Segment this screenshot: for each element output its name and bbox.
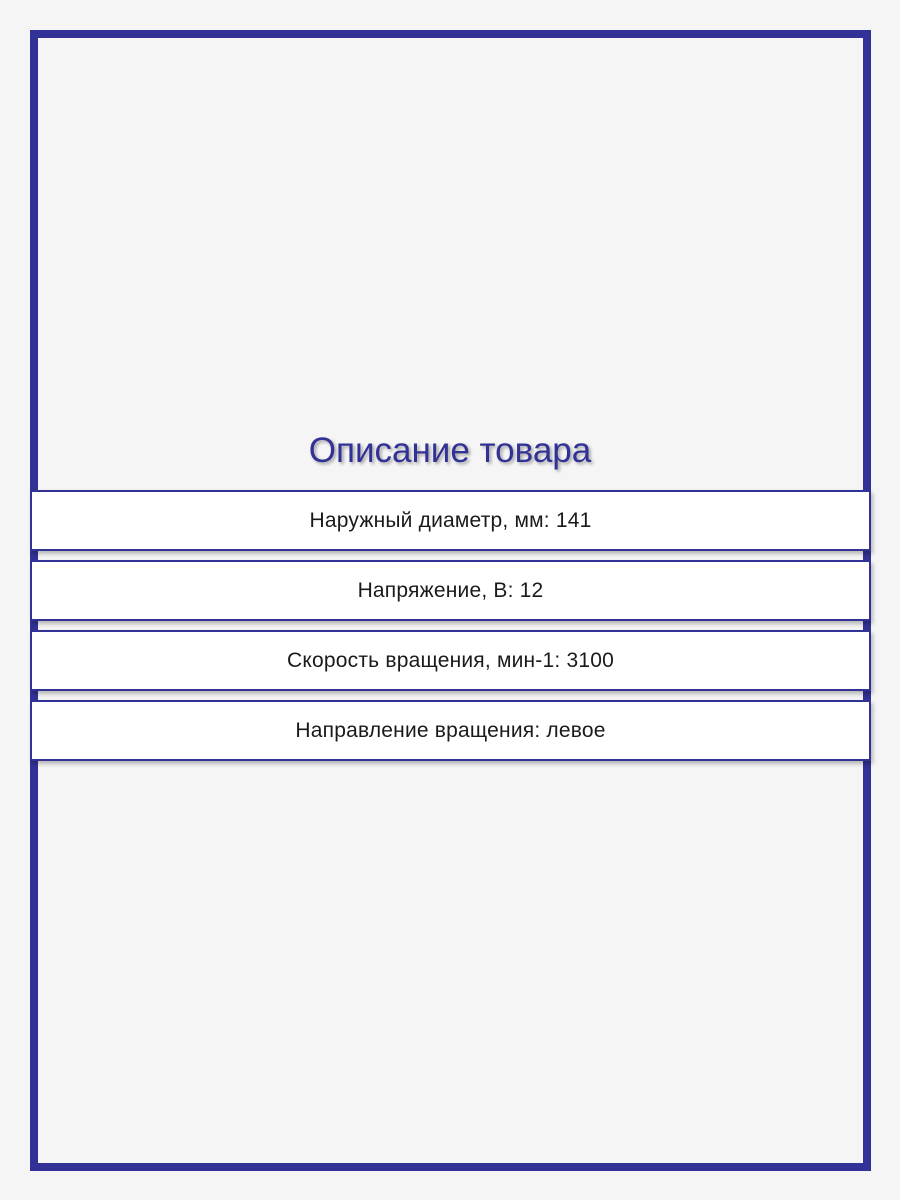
spec-row-outer-diameter xyxy=(30,490,871,551)
spec-text: Направление вращения: левое xyxy=(295,718,606,742)
spec-row-rotation-speed xyxy=(30,630,871,691)
spec-list xyxy=(30,490,871,770)
spec-text: Скорость вращения, мин-1: 3100 xyxy=(287,648,614,672)
spec-text: Напряжение, В: 12 xyxy=(357,578,544,602)
spec-row-rotation-direction xyxy=(30,700,871,761)
spec-text: Наружный диаметр, мм: 141 xyxy=(309,508,592,532)
spec-row-voltage xyxy=(30,560,871,621)
page-title: Описание товара xyxy=(308,431,592,470)
